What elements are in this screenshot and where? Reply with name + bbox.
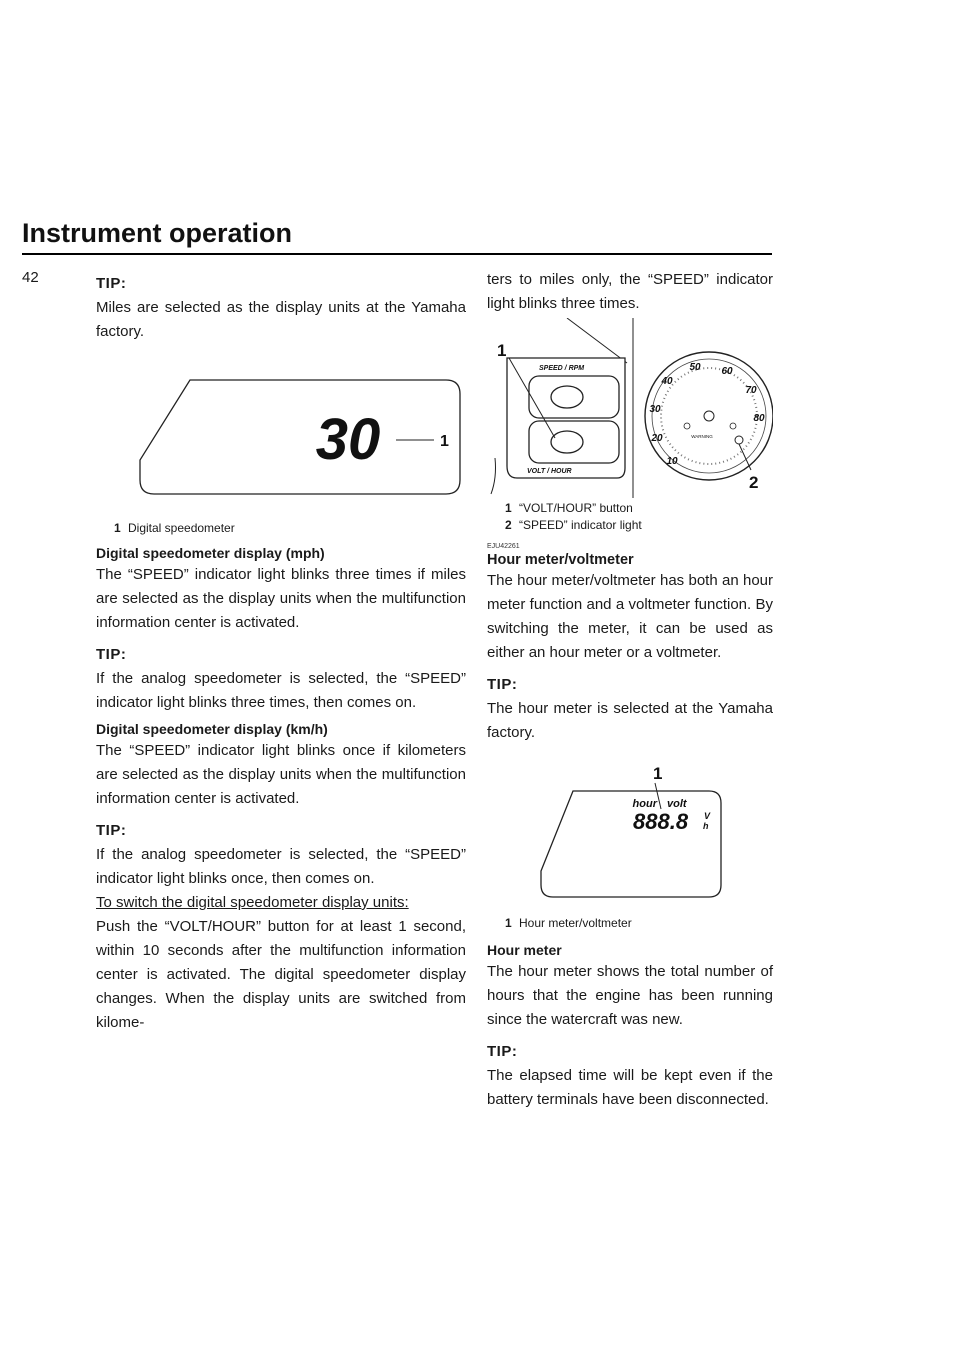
figure-callout: 2 [749,473,759,492]
mph-heading: Digital speedometer display (mph) [96,545,325,561]
tip-text: If the analog speedometer is selected, the “SPEED” indicator light blinks once, then comes on. [96,846,466,887]
tip-label: TIP: [96,646,127,663]
svg-text:30: 30 [649,404,661,415]
tip-label: TIP: [487,1043,518,1060]
hour-meter-illustration [487,753,773,913]
switch-heading: To switch the digital speedometer display units: [96,894,409,911]
meter-digits: 888.8 [633,809,689,834]
figure-caption: 1 Hour meter/voltmeter [505,916,632,930]
unit-h: h [703,821,709,831]
left-column [96,268,466,1035]
section-text: The hour meter/voltmeter has both an hour meter function and a voltmeter function. By switching the meter, it can be used as either an hour meter or a voltmeter. [487,572,773,661]
tip-text: The hour meter is selected at the Yamaha factory. [487,700,773,741]
speed-rpm-label: SPEED / RPM [539,365,585,372]
figure-caption: 1 “VOLT/HOUR” button [505,501,633,515]
section-code: EJU42261 [487,543,520,550]
warning-label: WARNING [691,434,713,439]
mph-text: The “SPEED” indicator light blinks three times if miles are selected as the display units when the multifunction information center is activated. [96,566,466,631]
switch-text: Push the “VOLT/HOUR” button for at least 1 second, within 10 seconds after the multifunction information center is activated. The digital speedometer display changes. When the display units are switched from kilome- [96,918,466,1031]
volt-hour-label: VOLT / HOUR [527,468,572,475]
tip-label: TIP: [96,822,127,839]
section-heading: Hour meter/voltmeter [487,552,634,568]
header-divider [22,253,772,255]
control-panel-figure [487,318,773,498]
right-column [487,268,773,1112]
digital-speedometer-figure [96,370,466,518]
control-panel-illustration [487,318,773,498]
continued-text: ters to miles only, the “SPEED” indicator light blinks three times. [487,271,773,312]
tip-label: TIP: [487,676,518,693]
svg-text:10: 10 [666,456,678,467]
hour-label: hour [632,798,657,810]
digital-speedometer-illustration [96,370,466,518]
tip-text: The elapsed time will be kept even if the battery terminals have been disconnected. [487,1067,773,1108]
svg-text:70: 70 [745,385,757,396]
speed-indicator-light [735,436,743,444]
speedometer-digits: 30 [315,407,381,472]
svg-text:20: 20 [651,433,663,444]
volt-label: volt [667,798,687,810]
hour-meter-heading: Hour meter [487,942,562,958]
svg-text:40: 40 [661,376,673,387]
figure-callout: 1 [497,341,507,360]
svg-text:80: 80 [753,413,765,424]
tip-label: TIP: [96,275,127,292]
figure-caption: 2 “SPEED” indicator light [505,518,642,532]
kmh-heading: Digital speedometer display (km/h) [96,721,328,737]
svg-text:50: 50 [689,362,701,373]
hour-meter-figure [487,753,773,913]
tip-text: Miles are selected as the display units at the Yamaha factory. [96,299,466,340]
svg-text:60: 60 [721,366,733,377]
page-number: 42 [22,269,39,286]
kmh-text: The “SPEED” indicator light blinks once if kilometers are selected as the display units when the multifunction information center is activated. [96,742,466,807]
figure-callout: 1 [440,433,449,450]
hour-meter-text: The hour meter shows the total number of hours that the engine has been running since the watercraft was new. [487,963,773,1028]
page-title: Instrument operation [22,218,293,248]
tip-text: If the analog speedometer is selected, the “SPEED” indicator light blinks three times, then comes on. [96,670,466,711]
figure-caption: 1 Digital speedometer [114,521,235,535]
figure-callout: 1 [653,764,663,783]
unit-v: V [704,811,711,821]
